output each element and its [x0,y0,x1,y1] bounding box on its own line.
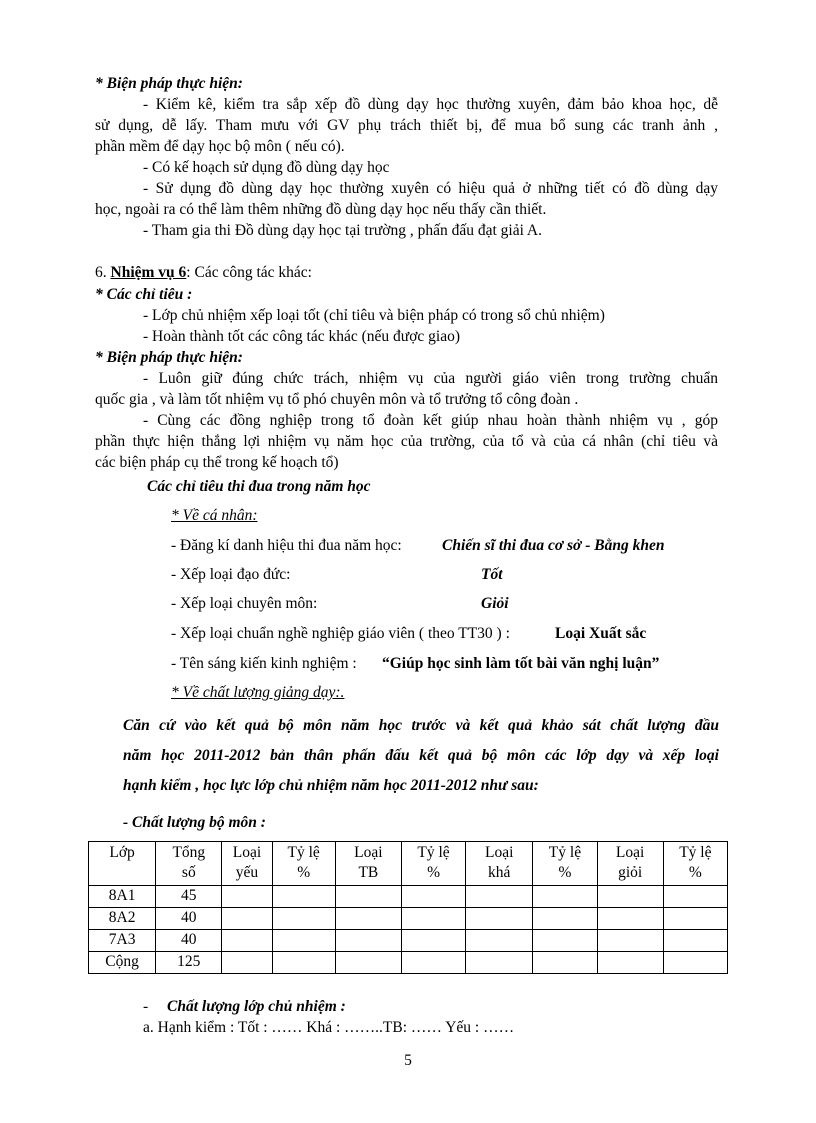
header-cell: Tổng số [156,842,222,886]
table-cell [401,952,465,974]
table-row [89,886,728,908]
header-cell: Tỷ lệ % [663,842,727,886]
measure-text-4: - Tham gia thi Đồ dùng dạy học tại trường , phấn đấu đạt giải A. [143,222,542,239]
table-cell [335,886,401,908]
table-cell [663,908,727,930]
subject-quality-table [88,841,728,974]
table-cell [401,930,465,952]
basis-line-2: năm học 2011-2012 bản thân phấn đấu kết quả bộ môn các lớp dạy và xếp loại [123,747,719,764]
header-cell: Loại giỏi [597,842,663,886]
measure-text-2: - Có kế hoạch sử dụng đồ dùng dạy học [143,159,390,176]
emulation-heading: Các chỉ tiêu thi đua trong năm học [147,478,371,495]
measure-text-1c: phần mềm để dạy học bộ môn ( nếu có). [95,138,345,155]
table-cell [272,930,335,952]
initiative-value: “Giúp học sinh làm tốt bài văn nghị luận” [382,655,660,672]
task6-title-rest: : Các công tác khác: [186,264,312,281]
prof-value: Giỏi [481,595,509,612]
table-cell: 8A2 [89,908,156,930]
table-cell [663,930,727,952]
homeroom-heading: Chất lượng lớp chủ nhiệm : [167,998,346,1015]
table-cell [401,886,465,908]
table-cell [222,930,272,952]
table-cell [222,952,272,974]
subject-quality-heading: - Chất lượng bộ môn : [123,814,266,831]
standard-label: - Xếp loại chuẩn nghề nghiệp giáo viên ( theo TT30 ) : [171,625,510,642]
header-cell: Tỷ lệ % [272,842,335,886]
targets-heading: * Các chỉ tiêu : [95,286,193,303]
table-cell: 8A1 [89,886,156,908]
table-header-row [89,842,728,886]
table-cell [401,908,465,930]
task6-number: 6. [95,264,107,281]
table-cell [597,930,663,952]
target-1: - Lớp chủ nhiệm xếp loại tốt (chỉ tiêu và biện pháp có trong sổ chủ nhiệm) [143,307,605,324]
measure6-text-1a: - Luôn giữ đúng chức trách, nhiệm vụ của người giáo viên trong trường chuẩn [143,370,718,387]
table-cell [597,886,663,908]
table-cell: 40 [156,908,222,930]
table-cell [533,930,597,952]
page-number: 5 [404,1052,412,1069]
measure-text-1b: sử dụng, dễ lấy. Tham mưu với GV phụ trách thiết bị, để mua bổ sung các tranh ảnh , [95,117,718,134]
header-cell: Loại TB [335,842,401,886]
table-cell [335,952,401,974]
table-cell [222,886,272,908]
table-cell: 125 [156,952,222,974]
table-cell [466,930,533,952]
measure6-text-2a: - Cùng các đồng nghiệp trong tổ đoàn kết giúp nhau hoàn thành nhiệm vụ , góp [143,412,718,429]
standard-value: Loại Xuất sắc [555,625,647,642]
homeroom-dash: - [143,998,149,1015]
measure6-text-2b: phần thực hiện thắng lợi nhiệm vụ năm học của trường, của tổ và của cá nhân (chỉ tiêu và [95,433,718,450]
table-cell [222,908,272,930]
table-cell [272,908,335,930]
table-cell [533,886,597,908]
table-cell [272,886,335,908]
measures-heading-5: * Biện pháp thực hiện: [95,75,243,92]
header-cell: Lớp [89,842,156,886]
measure6-text-1b: quốc gia , và làm tốt nhiệm vụ tổ phó chuyên môn và tổ trưởng tổ công đoàn . [95,391,579,408]
table-cell: 40 [156,930,222,952]
personal-heading: * Về cá nhân: [171,507,258,524]
table-cell [466,908,533,930]
table-cell [533,952,597,974]
basis-line-1: Căn cứ vào kết quả bộ môn năm học trước và kết quả khảo sát chất lượng đầu [123,717,719,734]
table-cell [335,908,401,930]
table-cell [597,908,663,930]
prof-label: - Xếp loại chuyên môn: [171,595,318,612]
table-row [89,908,728,930]
ethics-label: - Xếp loại đạo đức: [171,566,291,583]
table-cell [663,886,727,908]
header-cell: Tỷ lệ % [401,842,465,886]
table-cell: Cộng [89,952,156,974]
table-cell [466,952,533,974]
target-2: - Hoàn thành tốt các công tác khác (nếu được giao) [143,328,460,345]
table-cell [597,952,663,974]
ethics-value: Tốt [481,566,503,583]
measure-text-3a: - Sử dụng đồ dùng dạy học thường xuyên có hiệu quả ở những tiết có đồ dùng dạy [143,180,718,197]
header-cell: Tỷ lệ % [533,842,597,886]
title-value: Chiến sĩ thi đua cơ sở - Bằng khen [442,537,665,554]
measure6-text-2c: các biện pháp cụ thể trong kế hoạch tổ) [95,454,339,471]
table-row [89,930,728,952]
table-row [89,952,728,974]
title-label: - Đăng kí danh hiệu thi đua năm học: [171,537,402,554]
table-cell [466,886,533,908]
task6-title: Nhiệm vụ 6 [110,264,187,281]
teaching-heading: * Về chất lượng giảng dạy:. [171,684,345,701]
table-cell: 7A3 [89,930,156,952]
table-cell: 45 [156,886,222,908]
conduct-line: a. Hạnh kiểm : Tốt : …… Khá : ……..TB: …… Yếu : …… [143,1019,515,1036]
task6-heading [95,263,312,283]
table-cell [335,930,401,952]
header-cell: Loại yếu [222,842,272,886]
measure-text-3b: học, ngoài ra có thể làm thêm những đồ dùng dạy học nếu thấy cần thiết. [95,201,547,218]
initiative-label: - Tên sáng kiến kinh nghiệm : [171,655,357,672]
table-cell [272,952,335,974]
table-cell [663,952,727,974]
measure-text-1a: - Kiểm kê, kiểm tra sắp xếp đồ dùng dạy học thường xuyên, đảm bảo khoa học, dễ [143,96,718,113]
measures-heading-6: * Biện pháp thực hiện: [95,349,243,366]
table-cell [533,908,597,930]
header-cell: Loại khá [466,842,533,886]
basis-line-3: hạnh kiểm , học lực lớp chủ nhiệm năm học 2011-2012 như sau: [123,777,539,794]
